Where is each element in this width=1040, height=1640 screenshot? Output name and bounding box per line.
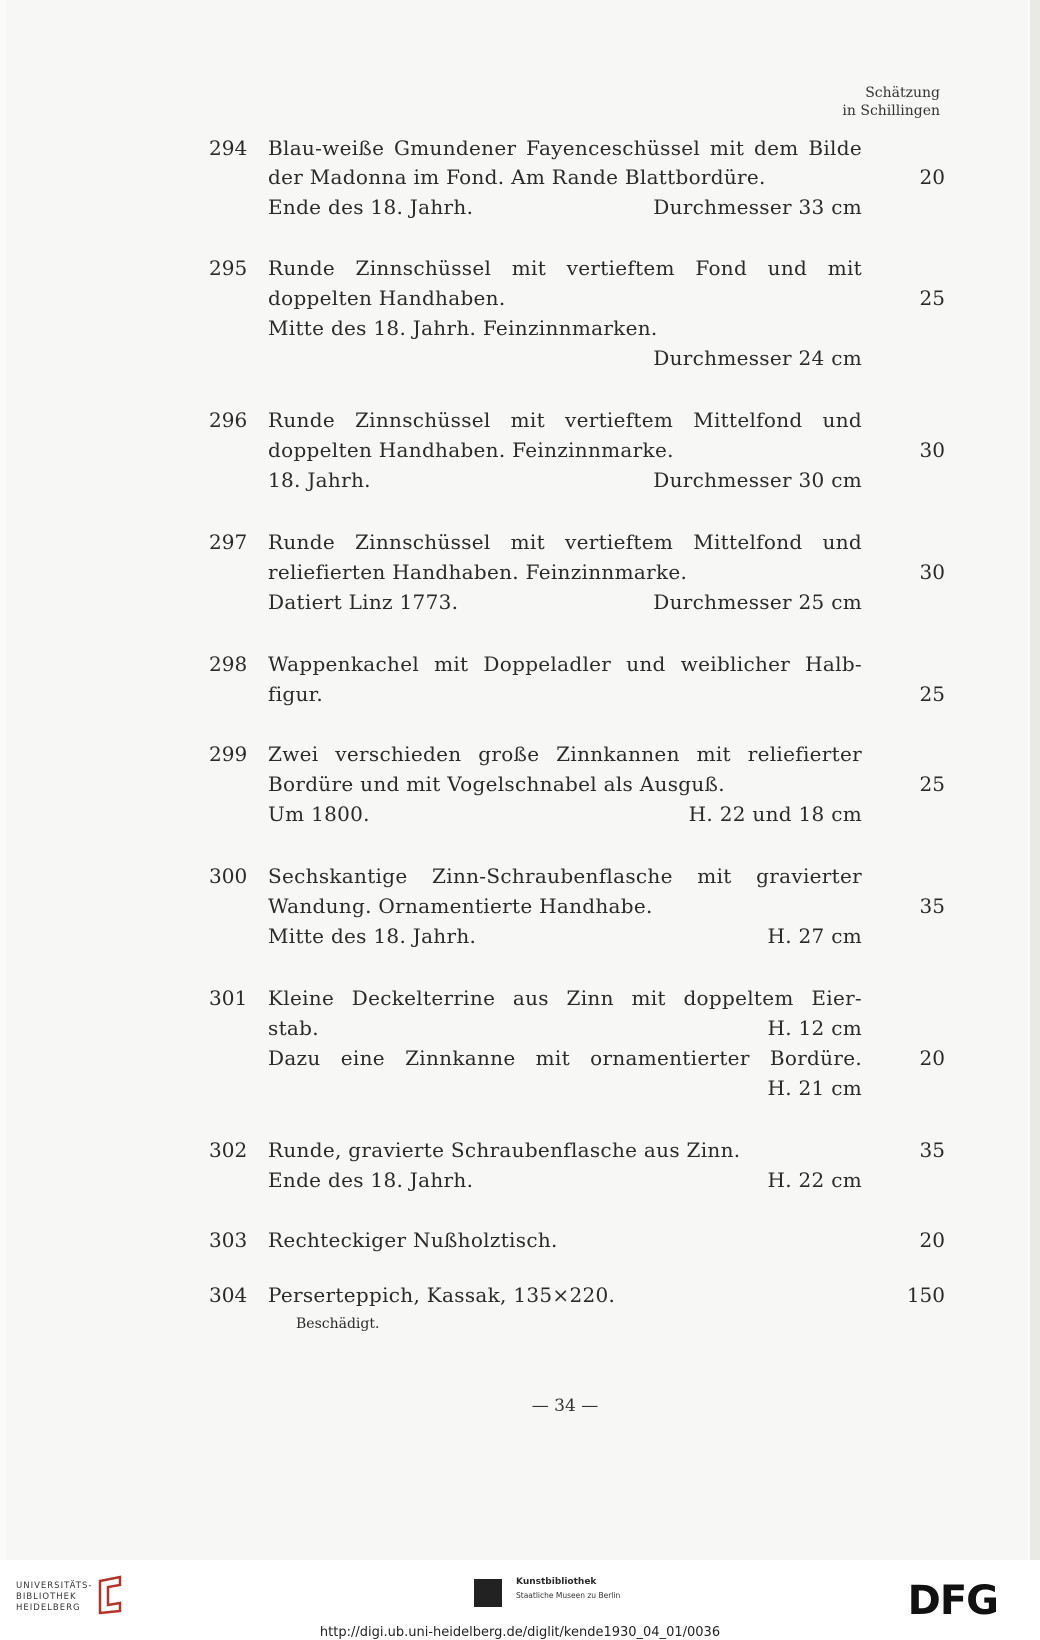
lot-line: reliefierten Handhaben. Feinzinnmarke.: [268, 560, 688, 584]
lot-line: Rechteckiger Nußholztisch.: [268, 1228, 558, 1252]
lot-dimension: Durchmesser 33 cm: [653, 195, 862, 219]
lot-dimension: H. 22 und 18 cm: [688, 802, 862, 826]
lot-line: Runde, gravierte Schraubenflasche aus Zinn.: [268, 1138, 741, 1162]
lot-date: Mitte des 18. Jahrh.: [268, 924, 477, 948]
kunstbibliothek-title: Kunstbibliothek: [516, 1577, 597, 1587]
lot-number: 298: [209, 652, 248, 676]
lot-price: 25: [919, 682, 945, 706]
lot-price: 30: [919, 560, 945, 584]
lot-date: Um 1800.: [268, 802, 370, 826]
lot-price: 35: [919, 894, 945, 918]
lot-note: Beschädigt.: [296, 1316, 380, 1332]
lot-line: Perserteppich, Kassak, 135×220.: [268, 1283, 616, 1307]
lot-price: 30: [919, 438, 945, 462]
lot-number: 294: [209, 136, 248, 160]
page-number: — 34 —: [531, 1396, 599, 1416]
lot-number: 296: [209, 408, 248, 432]
lot-line: Bordüre und mit Vogelschnabel als Ausguß.: [268, 772, 725, 796]
lot-line: Runde Zinnschüssel mit vertieftem Mittelfond und: [268, 530, 862, 554]
column-header-line2: in Schillingen: [842, 103, 940, 119]
lot-line: figur.: [268, 682, 324, 706]
lot-dimension: Durchmesser 24 cm: [653, 346, 862, 370]
lot-date: 18. Jahrh.: [268, 468, 371, 492]
lot-line: Blau-weiße Gmundener Fayenceschüssel mit dem Bilde: [268, 136, 862, 160]
lot-line: doppelten Handhaben. Feinzinnmarke.: [268, 438, 674, 462]
lot-price: 20: [919, 1046, 945, 1070]
lot-line: Sechskantige Zinn-Schraubenflasche mit gravierter: [268, 864, 862, 888]
lot-line: [268, 590, 862, 614]
dfg-logo[interactable]: DFG: [907, 1578, 998, 1624]
lot-dimension: Durchmesser 30 cm: [653, 468, 862, 492]
lot-price: 35: [919, 1138, 945, 1162]
lot-dimension: H. 22 cm: [767, 1168, 862, 1192]
lot-line: Zwei verschieden große Zinnkannen mit reliefierter: [268, 742, 862, 766]
lot-line: Kleine Deckelterrine aus Zinn mit doppeltem Eier-: [268, 986, 862, 1010]
lot-number: 297: [209, 530, 248, 554]
column-header: [842, 84, 940, 120]
lot-date: Ende des 18. Jahrh.: [268, 1168, 474, 1192]
lot-number: 302: [209, 1138, 248, 1162]
lot-line: doppelten Handhaben.: [268, 286, 506, 310]
lot-line: Runde Zinnschüssel mit vertieftem Fond und mit: [268, 256, 862, 280]
lot-line: Wandung. Ornamentierte Handhabe.: [268, 894, 653, 918]
lot-line: Runde Zinnschüssel mit vertieftem Mittelfond und: [268, 408, 862, 432]
column-header-line1: Schätzung: [865, 85, 940, 101]
lot-dimension: H. 12 cm: [767, 1016, 862, 1040]
source-url[interactable]: http://digi.ub.uni-heidelberg.de/diglit/kende1930_04_01/0036: [319, 1625, 721, 1640]
lot-text: stab.: [268, 1016, 319, 1040]
lot-dimension: H. 27 cm: [767, 924, 862, 948]
lot-number: 303: [209, 1228, 248, 1252]
lot-date: Ende des 18. Jahrh.: [268, 195, 474, 219]
lot-price: 25: [919, 772, 945, 796]
lot-line: [268, 924, 862, 948]
lot-line: Wappenkachel mit Doppeladler und weiblicher Halb-: [268, 652, 862, 676]
lot-line: [268, 1168, 862, 1192]
lot-line: [268, 195, 862, 219]
lot-price: 150: [906, 1283, 945, 1307]
lot-line: Mitte des 18. Jahrh. Feinzinnmarken.: [268, 316, 658, 340]
lot-line: Dazu eine Zinnkanne mit ornamentierter Bordüre.: [268, 1046, 862, 1070]
lot-dimension: H. 21 cm: [767, 1076, 862, 1100]
ub-logo-line2: BIBLIOTHEK: [16, 1592, 77, 1602]
lot-line: [268, 802, 862, 826]
lot-date: Datiert Linz 1773.: [268, 590, 459, 614]
lot-number: 299: [209, 742, 248, 766]
lot-price: 20: [919, 1228, 945, 1252]
ub-logo-line3: HEIDELBERG: [16, 1603, 81, 1613]
kunstbibliothek-subtitle: Staatliche Museen zu Berlin: [516, 1591, 621, 1600]
ub-emblem-icon: [96, 1575, 124, 1615]
kunstbibliothek-emblem-icon: [474, 1579, 502, 1607]
lot-number: 304: [209, 1283, 248, 1307]
lot-number: 300: [209, 864, 248, 888]
lot-line: [268, 1016, 862, 1040]
lot-line: [268, 468, 862, 492]
lot-price: 20: [919, 165, 945, 189]
lot-number: 295: [209, 256, 248, 280]
lot-price: 25: [919, 286, 945, 310]
lot-dimension: Durchmesser 25 cm: [653, 590, 862, 614]
kunstbibliothek-logo[interactable]: [474, 1575, 624, 1615]
lot-line: der Madonna im Fond. Am Rande Blattbordüre.: [268, 165, 766, 189]
ub-heidelberg-logo[interactable]: [16, 1581, 92, 1614]
ub-logo-line1: UNIVERSITÄTS-: [16, 1581, 93, 1591]
lot-number: 301: [209, 986, 248, 1010]
